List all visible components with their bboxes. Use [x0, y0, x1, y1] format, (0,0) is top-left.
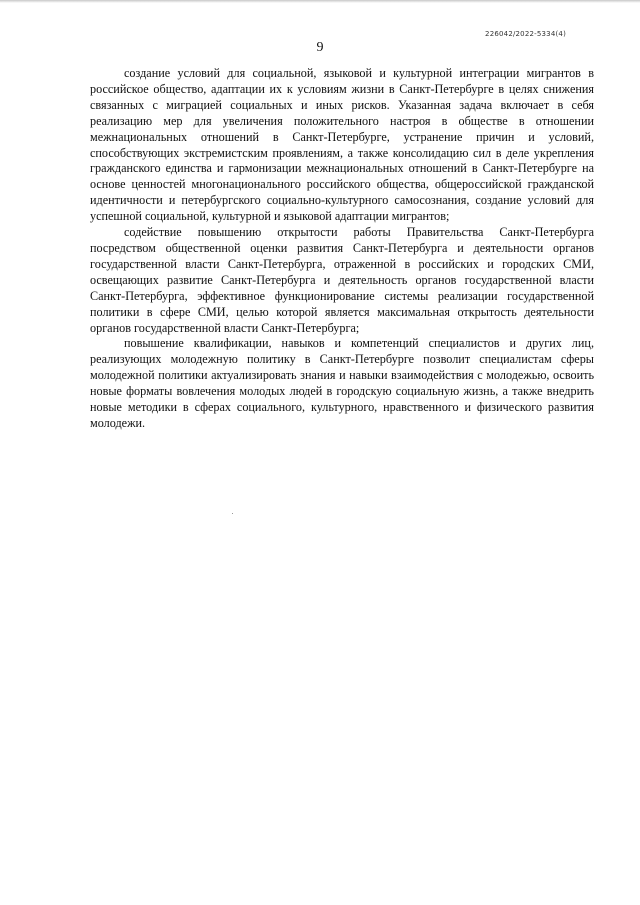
scan-top-edge [0, 0, 640, 3]
paragraph-migrant-integration: создание условий для социальной, языковой и культурной интеграции мигрантов в российское общество, адаптации их к условиям жизни в Санкт-Петербурге в целях снижения связанных с миграцией социальных и иных рисков. Указанная задача включает в себя реализацию мер для увеличения положительного настроя в обществе в отношении межнациональных отношений в Санкт-Петербурге, устранение причин и условий, способствующих экстремистским проявлениям, а также консолидацию сил в деле укрепления гражданского единства и гармонизации межнациональных отношений в Санкт-Петербурге на основе ценностей многонационального российского общества, общероссийской гражданской идентичности и петербургского социально-культурного самосознания, создание условий для успешной социальной, культурной и языковой адаптации мигрантов; [90, 66, 594, 224]
document-body [90, 66, 594, 432]
page-number: 9 [316, 40, 324, 55]
scan-speck [232, 513, 233, 514]
document-registration-number: 226042/2022-5334(4) [485, 30, 566, 38]
paragraph-youth-policy-training: повышение квалификации, навыков и компетенций специалистов и других лиц, реализующих молодежную политику в Санкт-Петербурге позволит специалистам сферы молодежной политики актуализировать знания и навыки взаимодействия с молодежью, освоить новые форматы вовлечения молодых людей в городскую социальную жизнь, а также внедрить новые методики в сферах социального, культурного, нравственного и физического развития молодежи. [90, 336, 594, 430]
paragraph-government-openness: содействие повышению открытости работы Правительства Санкт-Петербурга посредством общественной оценки развития Санкт-Петербурга и деятельности органов государственной власти Санкт-Петербурга, отраженной в российских и городских СМИ, освещающих развитие Санкт-Петербурга и деятельность органов государственной власти Санкт-Петербурга, эффективное функционирование системы реализации государственной политики в сфере СМИ, целью которой является максимальная открытость деятельности органов государственной власти Санкт-Петербурга; [90, 225, 594, 335]
